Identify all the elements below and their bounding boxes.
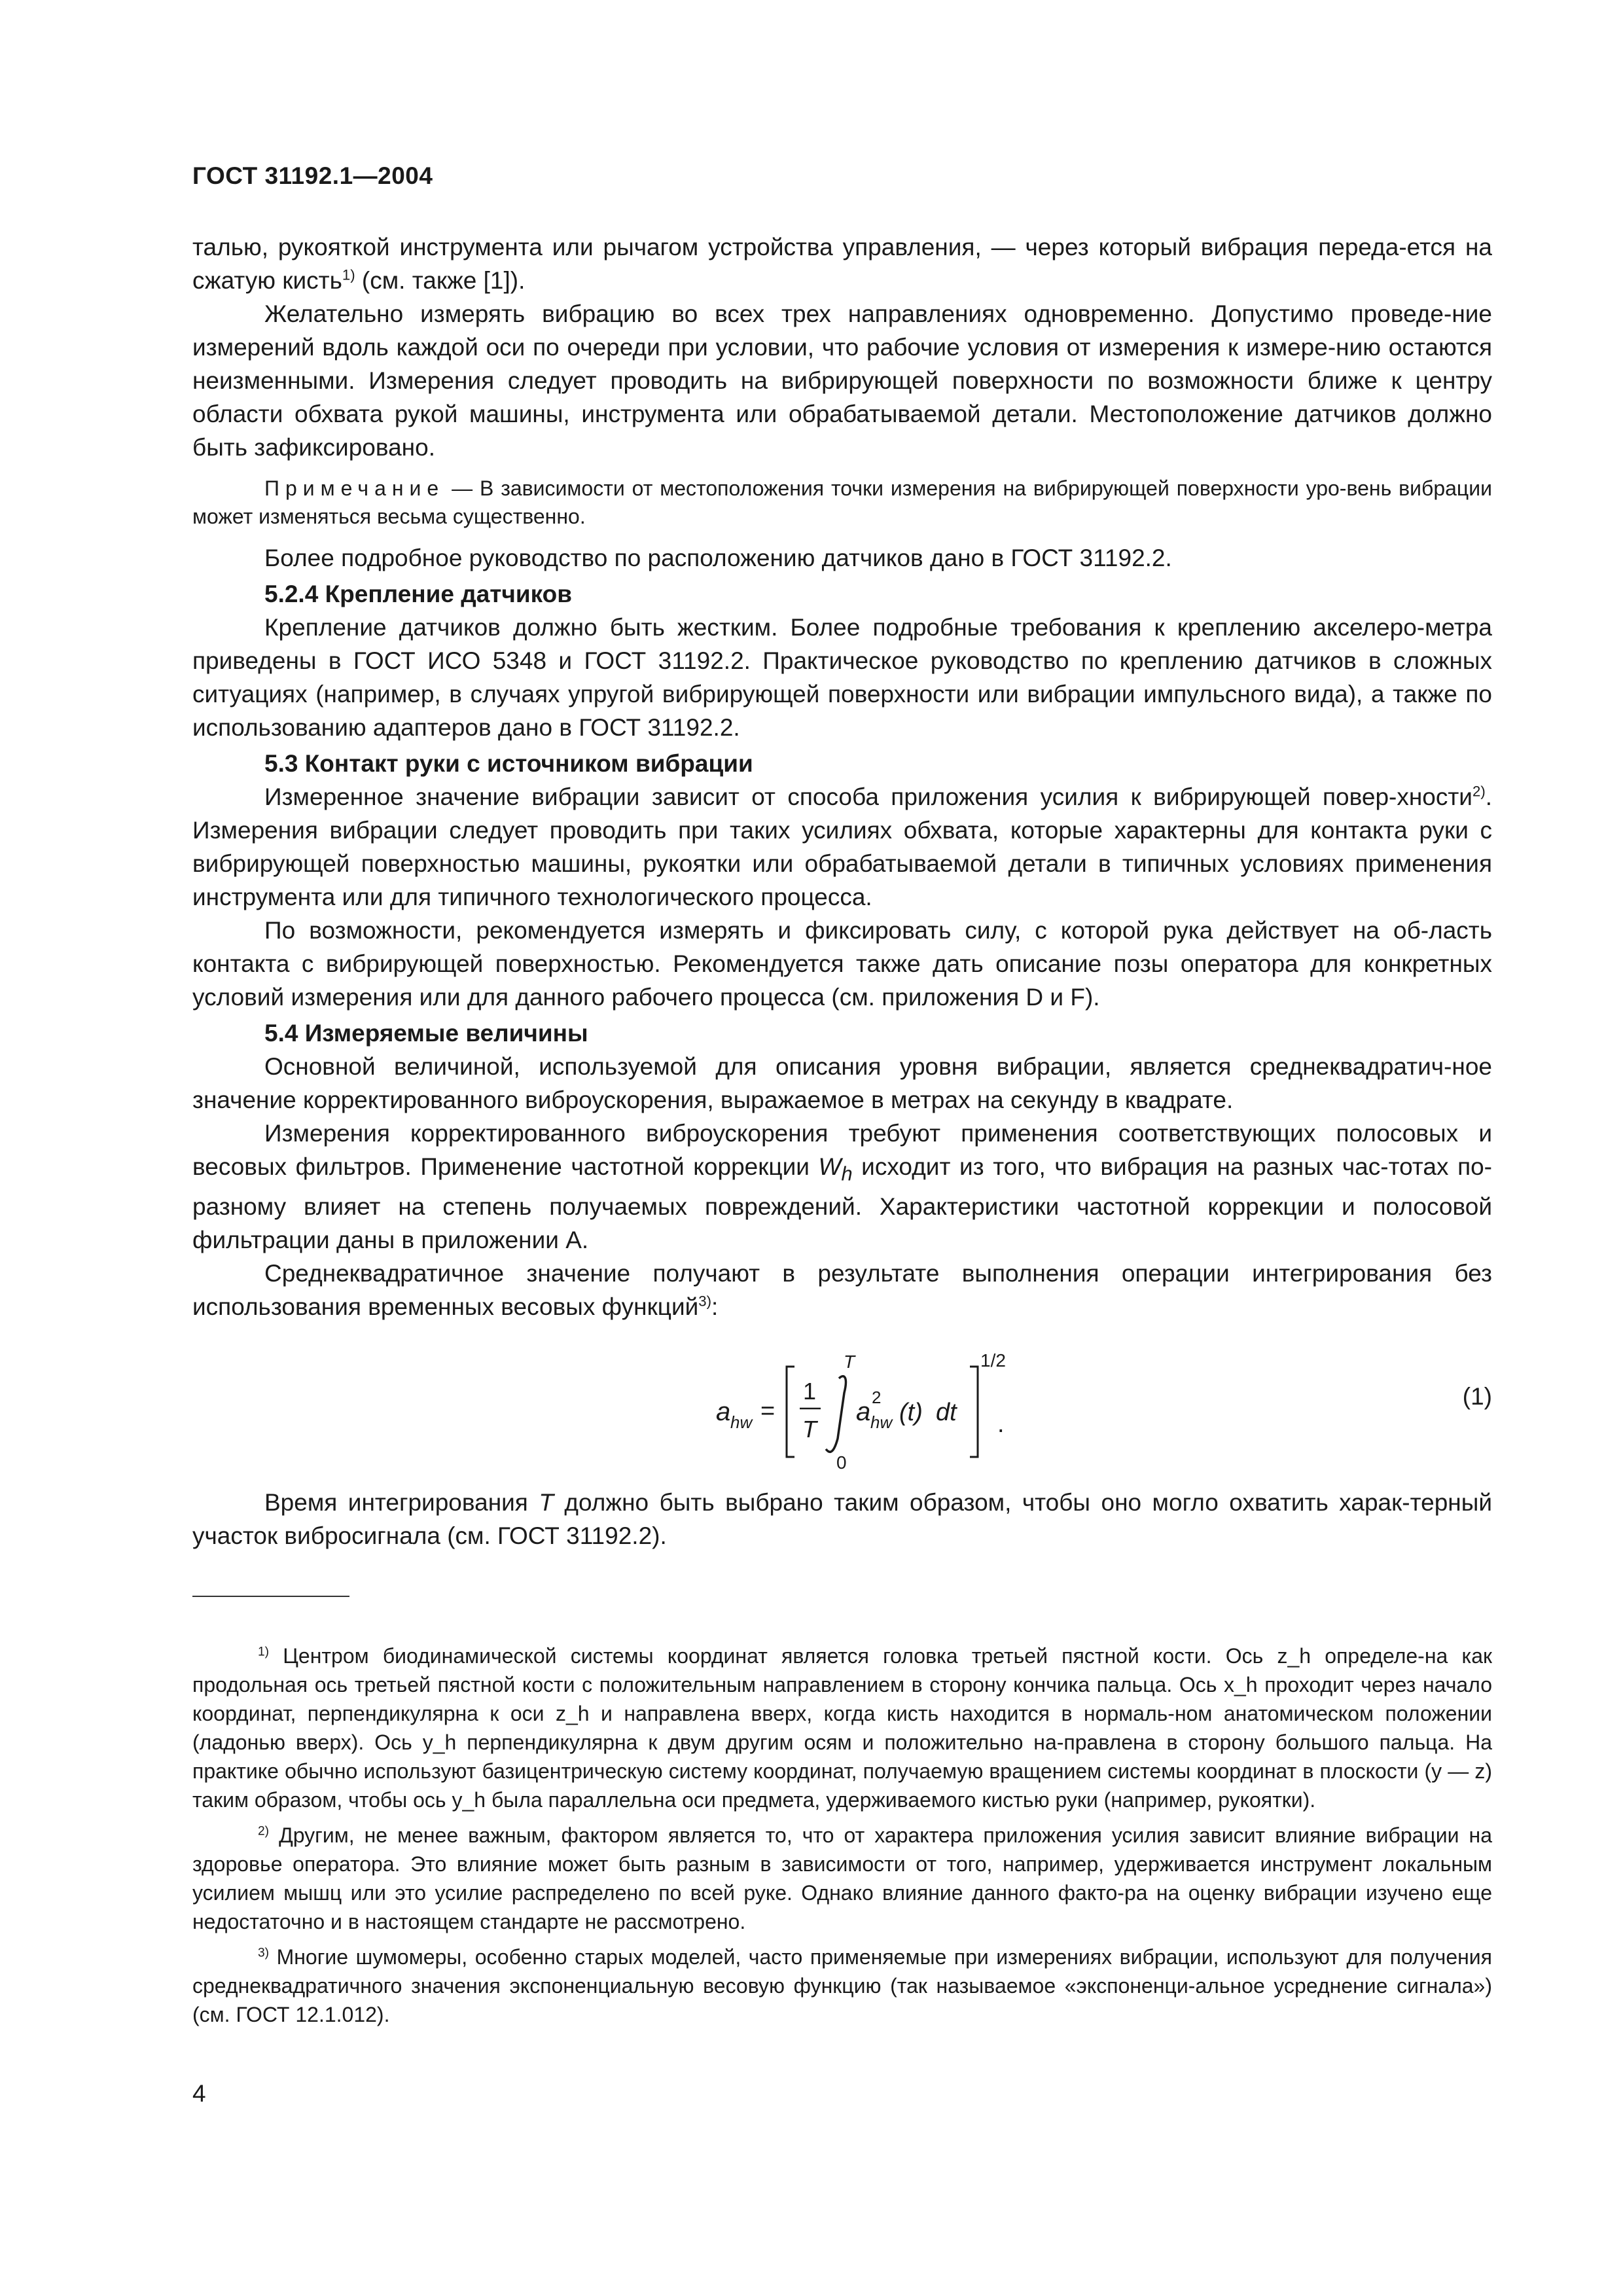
paragraph: Желательно измерять вибрацию во всех трех направлениях одновременно. Допустимо проведе-ние измерений вдоль каждой оси по очереди при условии, что рабочие условия от измерения к измере-нию остаются неизменными. Измерения следует проводить на вибрирующей поверхности по возможности ближе к центру области обхвата рукой машины, инструмента или обрабатываемой детали. Местоположение датчиков должно быть зафиксировано. (192, 300, 1492, 461)
footnote-mark: 3) (258, 1946, 270, 1960)
integrand-sup: 2 (872, 1388, 882, 1408)
integrand-sub: hw (870, 1412, 893, 1433)
paragraph-text: (см. также [1]). (355, 267, 526, 294)
equation-row (192, 1340, 1492, 1471)
document-header: ГОСТ 31192.1—2004 (192, 162, 433, 189)
formula-power: 1/2 (980, 1350, 1006, 1371)
footnote-mark: 1) (258, 1645, 270, 1659)
paragraph-text: талью, рукояткой инструмента или рычагом устройства управления, — через который вибрация переда-ется на сжатую кисть (192, 234, 1492, 294)
paragraph (192, 230, 1492, 297)
formula-lhs: a (716, 1397, 731, 1427)
section-heading: 5.2.4 Крепление датчиков (264, 581, 573, 607)
symbol-h: h (841, 1162, 853, 1185)
integral-sign (826, 1376, 846, 1452)
paragraph (192, 1486, 1492, 1552)
paragraph-text: Измеренное значение вибрации зависит от способа приложения усилия к вибрирующей повер-хности (264, 783, 1472, 810)
note-text: — В зависимости от местоположения точки измерения на вибрирующей поверхности уро-вень вибрации может изменяться весьма существенно. (192, 476, 1492, 528)
note-label: Примечание (264, 476, 445, 500)
footnote (192, 1641, 1492, 1814)
paragraph: Основной величиной, используемой для описания уровня вибрации, является среднеквадратич-ное значение корректированного виброускорения, выражаемое в метрах на секунду в квадрате. (192, 1053, 1492, 1113)
page-number: 4 (192, 2080, 206, 2107)
symbol-t: T (539, 1489, 554, 1516)
integral-lower: 0 (836, 1452, 847, 1472)
footnote-text: Другим, не менее важным, фактором является то, что от характера приложения усилия зависит влияние вибрации на здоровье оператора. Это влияние может быть разным в зависимости от того, например, удерживается инструмент локальным усилием мышц или это усилие распределено по всей руке. Однако влияние данного факто-ра на оценку вибрации изучено еще недостаточно и в настоящем стандарте не рассмотрено. (192, 1823, 1492, 1933)
section-heading: 5.4 Измеряемые величины (264, 1020, 588, 1047)
paragraph: Более подробное руководство по расположению датчиков дано в ГОСТ 31192.2. (264, 545, 1172, 571)
section-heading: 5.3 Контакт руки с источником вибрации (264, 750, 753, 777)
paragraph: Крепление датчиков должно быть жестким. Более подробные требования к креплению акселеро-метра приведены в ГОСТ ИСО 5348 и ГОСТ 31192.2. Практическое руководство по креплению датчиков в сложных ситуациях (например, в случаях упругой вибрирующей поверхности или вибрации импульсного вида), а также по использованию адаптеров дано в ГОСТ 31192.2. (192, 614, 1492, 741)
formula-equals: = (760, 1397, 776, 1426)
paragraph-text: исходит из того, что вибрация на разных час-тотах по-разному влияет на степень получаемых повреждений. Характеристики частотной коррекции и полосовой фильтрации даны в приложении А. (192, 1153, 1492, 1254)
formula-denominator: T (802, 1416, 817, 1443)
paragraph: По возможности, рекомендуется измерять и фиксировать силу, с которой рука действует на об-ласть контакта с вибрирующей поверхностью. Рекомендуется также дать описание позы оператора для конкретных условий измерения или для данного рабочего процесса (см. приложения D и F). (192, 917, 1492, 1011)
footnote-text: Центром биодинамической системы координат является головка третьей пястной кости. Ось z_h определе-на как продольная ось третьей пястной кости с положительным направлением в сторону кончика пальца. Ось x_h проходит через начало координат, перпендикулярна к оси z_h и направлена вверх, когда кисть находится в нормаль-ном анатомическом положении (ладонью вверх). Ось y_h перпендикулярна к двум другим осям и положительно на-правлена в сторону большого пальца. На практике обычно используют базицентрическую систему координат, получаемую вращением системы координат в плоскости (y — z) таким образом, чтобы ось y_h была параллельна оси предмета, удерживаемого кистью руки (например, рукоятки). (192, 1644, 1492, 1812)
equation-number: (1) (1462, 1383, 1492, 1410)
footnote (192, 1943, 1492, 2029)
footnote-mark: 2) (258, 1824, 270, 1839)
paragraph-text: Среднеквадратичное значение получают в результате выполнения операции интегрирования без использования временных весовых функций (192, 1260, 1492, 1321)
integrand-arg: (t) (899, 1399, 923, 1427)
note (192, 475, 1492, 531)
formula-numerator: 1 (803, 1378, 817, 1405)
formula-lhs-sub: hw (730, 1412, 753, 1433)
footnote-separator (192, 1596, 349, 1597)
footnote-ref: 3) (698, 1293, 712, 1310)
paragraph-text: : (711, 1293, 719, 1321)
document-body (192, 230, 1492, 1552)
right-bracket (970, 1367, 978, 1457)
footnote-ref: 1) (342, 266, 355, 283)
footnote-text: Многие шумомеры, особенно старых моделей, часто применяемые при измерениях вибрации, используют для получения среднеквадратичного значения экспоненциальную весовую функцию (так называемое «экспоненци-альное усреднение сигнала») (см. ГОСТ 12.1.012). (192, 1945, 1492, 2026)
paragraph-text: Время интегрирования (264, 1489, 539, 1516)
integrand: a (856, 1397, 871, 1427)
paragraph (192, 1257, 1492, 1323)
paragraph (192, 780, 1492, 914)
paragraph (192, 1117, 1492, 1257)
footnote (192, 1821, 1492, 1936)
paragraph-text: должно быть выбрано таким образом, чтобы оно могло охватить харак-терный участок вибросигнала (см. ГОСТ 31192.2). (192, 1489, 1492, 1550)
formula-dot: . (997, 1410, 1005, 1439)
left-bracket (787, 1367, 794, 1457)
symbol-w: W (818, 1153, 842, 1180)
integral-upper: T (844, 1352, 855, 1372)
paragraph-text: . Измерения вибрации следует проводить при таких усилиях обхвата, которые характерны для контакта руки с вибрирующей поверхностью машины, рукоятки или обрабатываемой детали в типичных условиях применения инструмента или для типичного технологического процесса. (192, 783, 1492, 910)
rms-formula (709, 1340, 1168, 1471)
footnote-ref: 2) (1472, 783, 1486, 800)
footnotes (192, 1641, 1492, 2036)
integrand-dt: dt (936, 1399, 957, 1427)
paragraph-text: Измерения корректированного виброускорения требуют применения соответствующих полосовых и весовых фильтров. Применение частотной коррекции (192, 1120, 1492, 1180)
